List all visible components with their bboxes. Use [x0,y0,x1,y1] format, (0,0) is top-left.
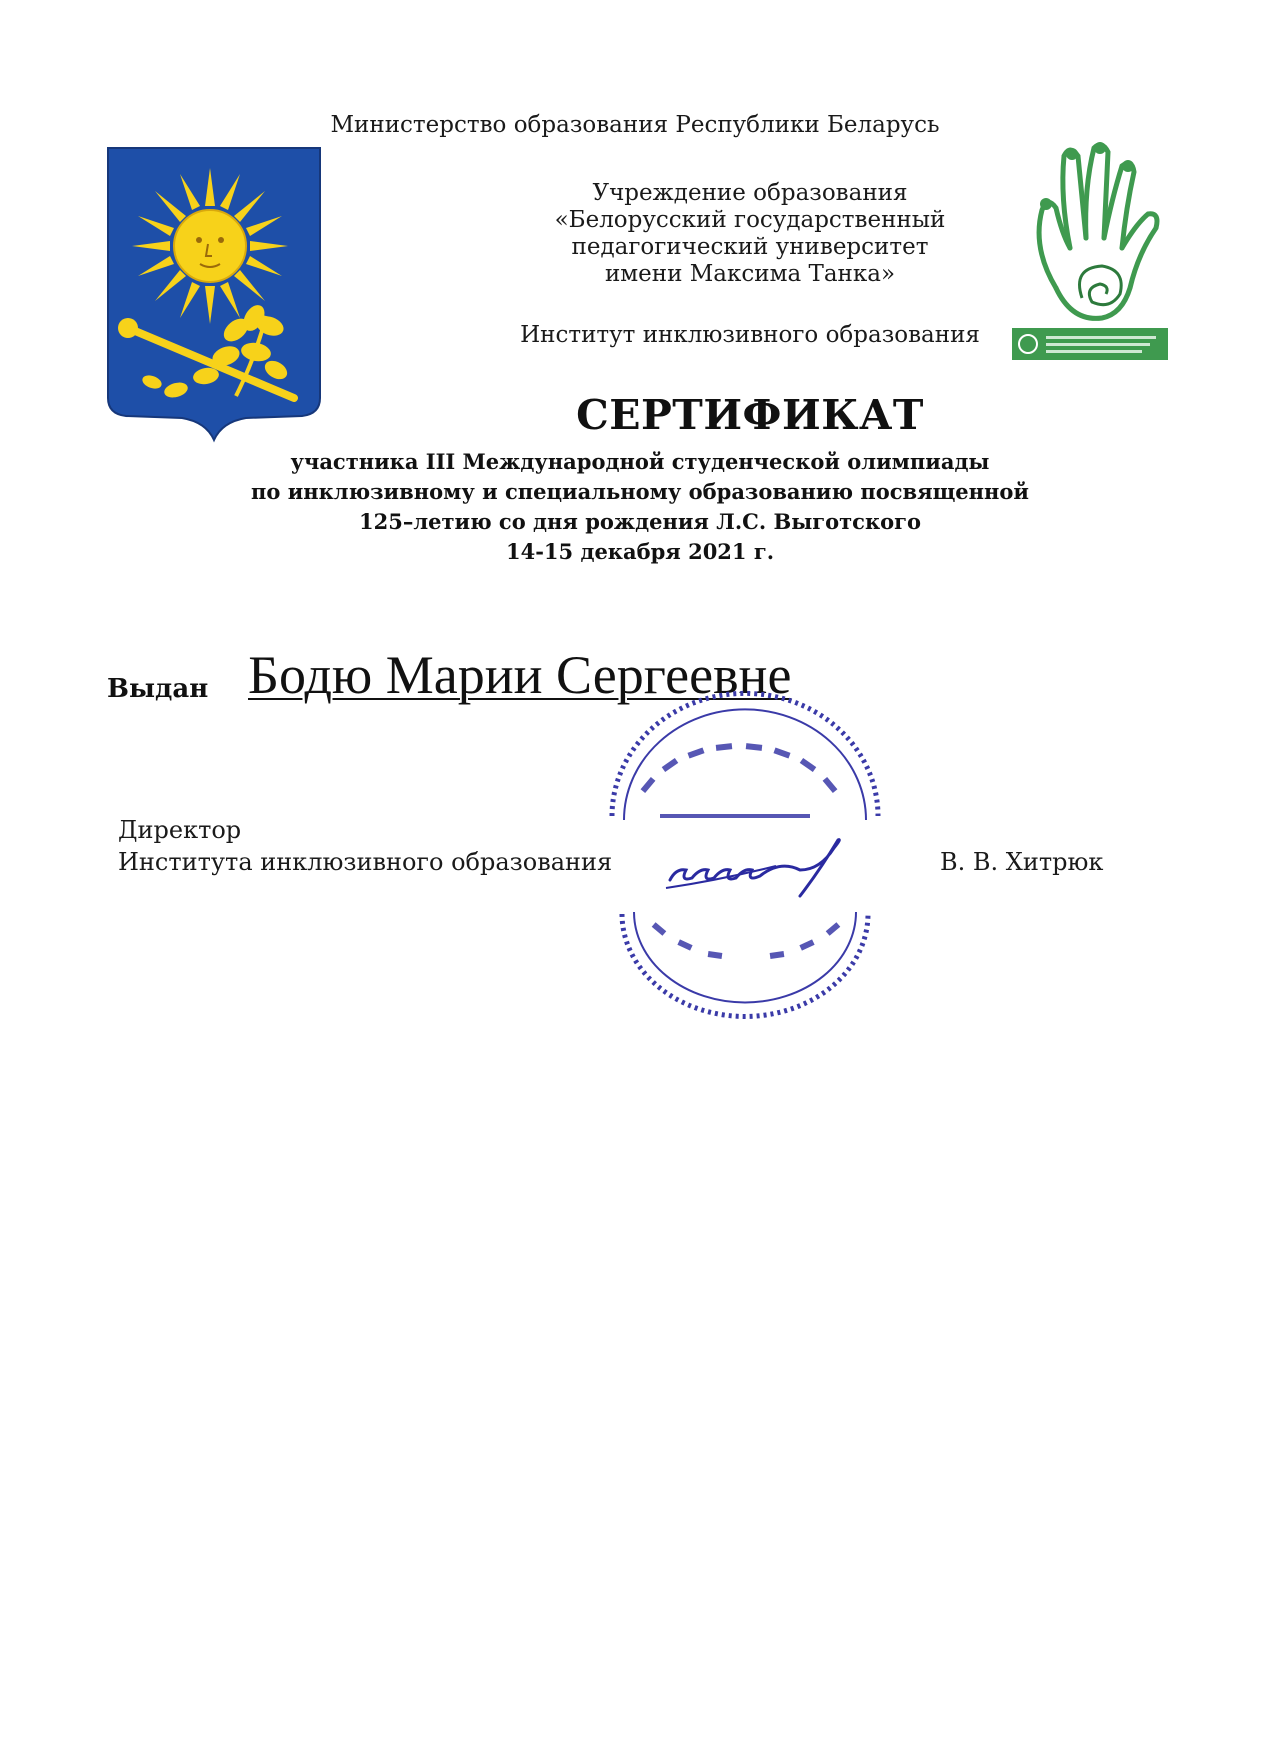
subtitle-line: 125–летию со дня рождения Л.С. Выготского [359,509,921,534]
institution-block [490,180,1010,288]
coat-of-arms-icon [106,146,322,442]
issued-label: Выдан [107,674,209,704]
institute-name: Институт инклюзивного образования [520,322,980,348]
director-position: Директор [118,816,242,844]
institution-line: имени Максима Танка» [604,261,896,287]
institution-line: педагогический университет [571,234,929,260]
director-name: В. В. Хитрюк [940,848,1104,876]
institution-line: «Белорусский государственный [554,207,946,233]
recipient-name: Бодю Марии Сергеевне [248,645,792,705]
subtitle-line: участника III Международной студенческой олимпиады [290,449,990,474]
green-hand-logo-icon [1012,138,1168,362]
certificate-subtitle [160,447,1120,567]
round-seal-stamp-icon [600,720,890,986]
director-institute: Института инклюзивного образования [118,848,613,876]
institution-line: Учреждение образования [592,180,908,206]
subtitle-line: по инклюзивному и специальному образованию посвященной [251,479,1029,504]
subtitle-line: 14-15 декабря 2021 г. [505,539,775,564]
ministry-heading: Министерство образования Республики Беларусь [330,112,940,138]
certificate-title: СЕРТИФИКАТ [576,391,924,439]
